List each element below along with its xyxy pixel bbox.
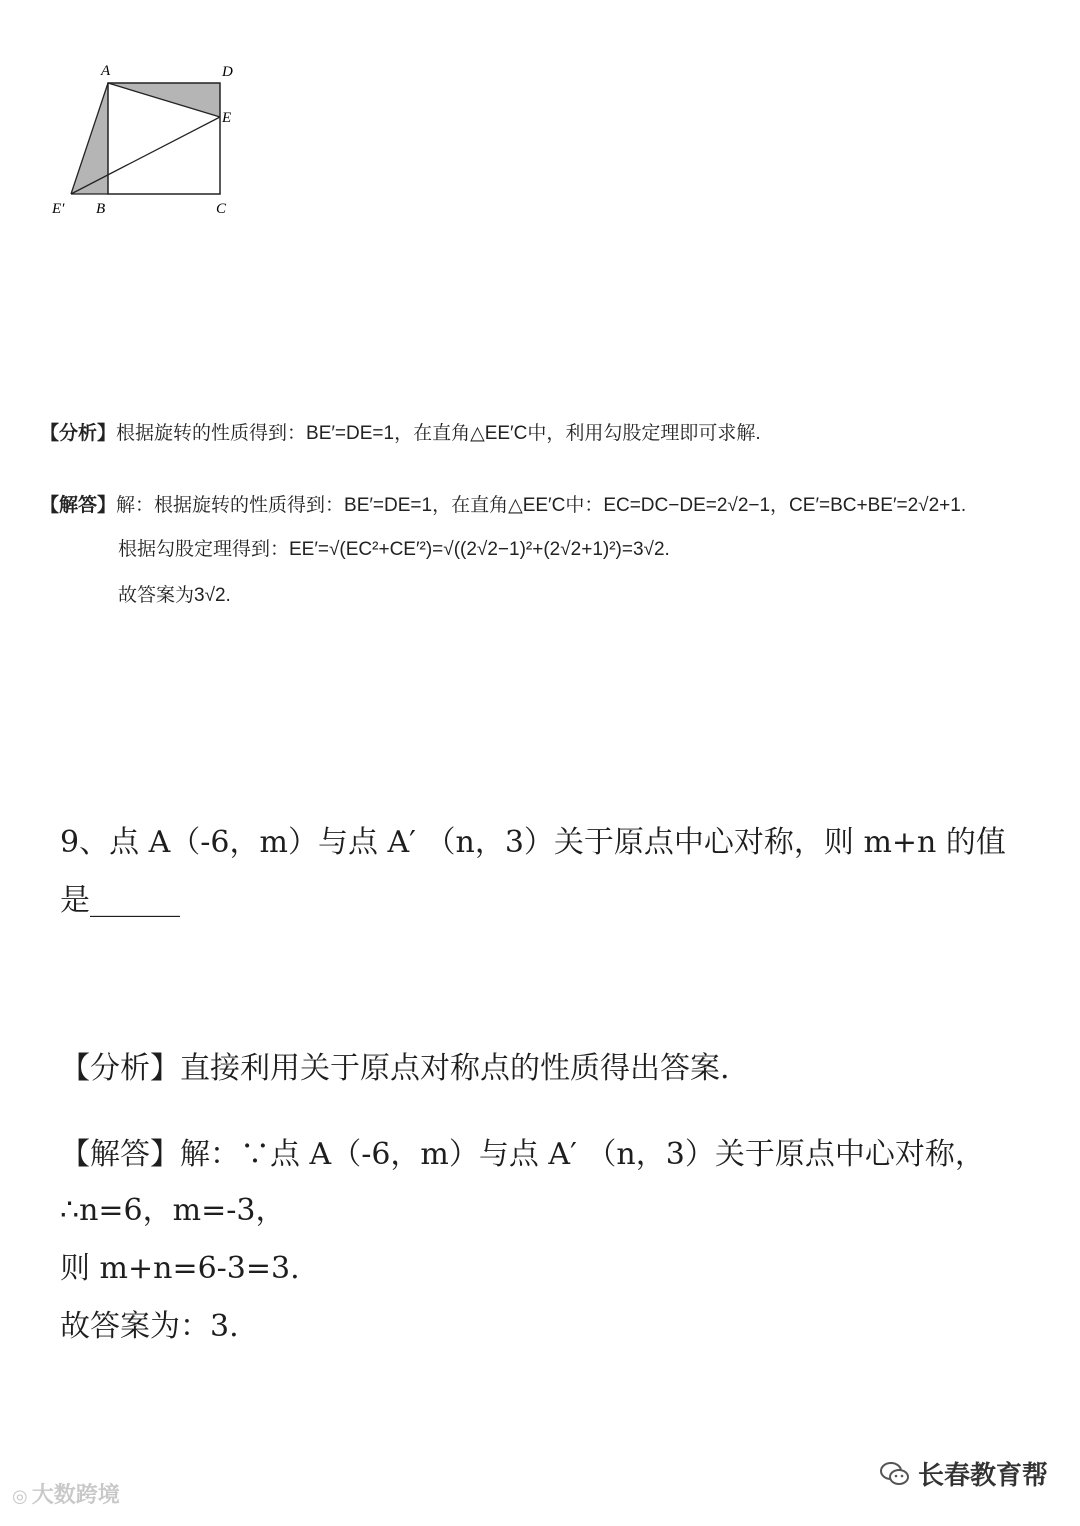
q8-answer-line3: 故答案为3√2. — [118, 585, 231, 606]
q9-question-line2: 是______ — [60, 883, 180, 918]
label-a: A — [101, 63, 111, 79]
q9-answer-line4: 故答案为：3. — [60, 1309, 239, 1344]
geometry-figure — [40, 55, 260, 225]
q9-answer-line3: 则 m+n=6-3=3. — [60, 1251, 300, 1286]
label-b: B — [96, 201, 106, 217]
watermark-left — [12, 1478, 120, 1509]
watermark-left-text: 大数跨境 — [31, 1483, 120, 1508]
label-e-prime: E′ — [52, 201, 65, 217]
q9-question-line1: 9、点 A（-6，m）与点 A′ （n，3）关于原点中心对称，则 m+n 的值 — [60, 825, 1006, 860]
watermark-right-text: 长春教育帮 — [918, 1461, 1049, 1491]
wechat-icon — [880, 1461, 910, 1487]
q8-answer-line1-text: 解：根据旋转的性质得到：BE′=DE=1，在直角△EE′C中：EC=DC−DE=2√2−1，CE′=BC+BE′=2√2+1. — [116, 495, 967, 516]
watermark-right — [880, 1455, 1048, 1492]
q8-answer-tag: 【解答】 — [40, 495, 117, 516]
q9-answer-line1: 【解答】解：∵点 A（-6，m）与点 A′ （n，3）关于原点中心对称， — [60, 1137, 985, 1172]
label-e: E — [222, 110, 232, 126]
label-c: C — [216, 201, 227, 217]
label-d: D — [222, 64, 233, 80]
watermark-left-icon: ◎ — [12, 1486, 28, 1507]
q8-answer-line1 — [40, 490, 966, 517]
q8-answer-line2: 根据勾股定理得到：EE′=√(EC²+CE′²)=√((2√2−1)²+(2√2+1)²)=3√2. — [118, 539, 670, 560]
q9-answer-line2: ∴n=6，m=-3， — [60, 1193, 286, 1228]
q8-analysis — [40, 418, 761, 445]
q8-analysis-text: 根据旋转的性质得到：BE′=DE=1，在直角△EE′C中，利用勾股定理即可求解. — [116, 423, 761, 444]
q8-analysis-tag: 【分析】 — [40, 423, 117, 444]
q9-analysis: 【分析】直接利用关于原点对称点的性质得出答案. — [60, 1051, 730, 1086]
